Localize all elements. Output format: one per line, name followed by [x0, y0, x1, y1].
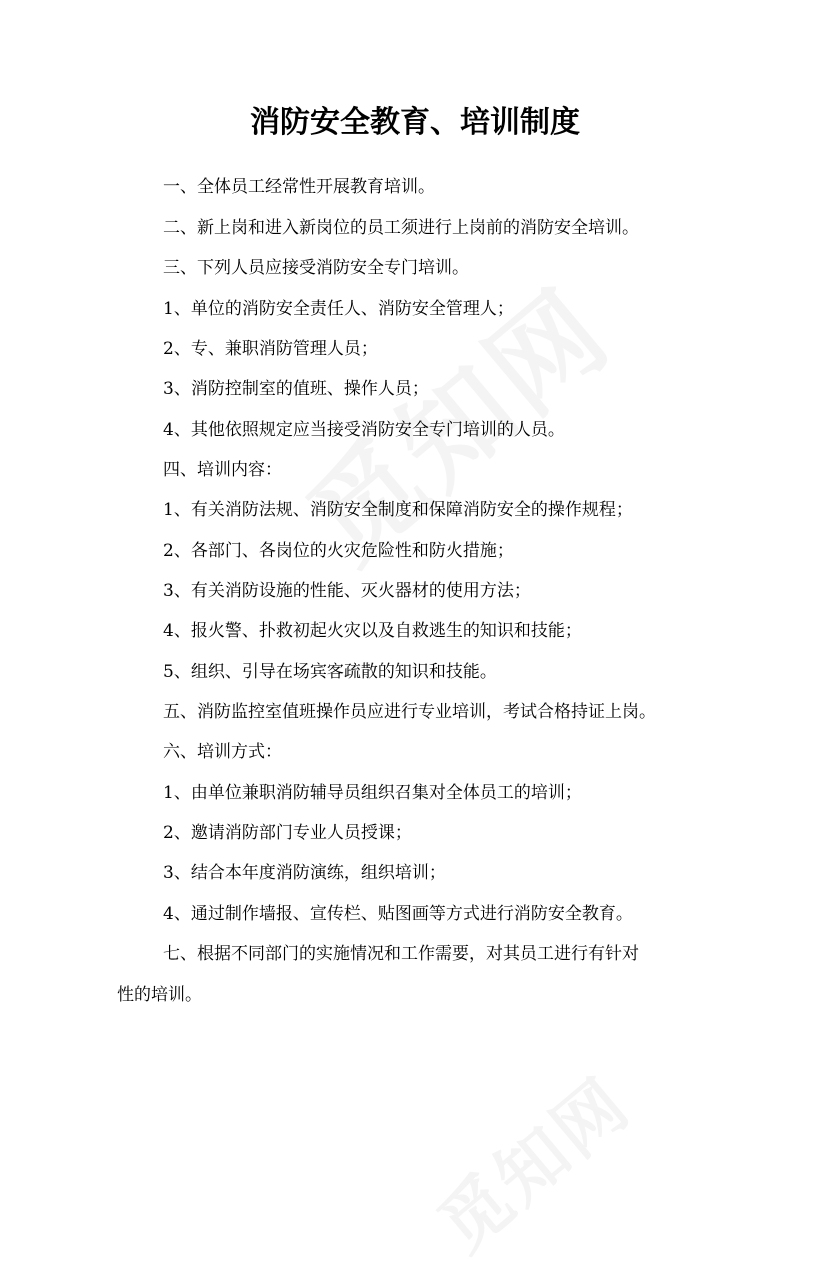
paragraph-5: 五、消防监控室值班操作员应进行专业培训，考试合格持证上岗。: [163, 702, 656, 722]
list-item: 1、单位的消防安全责任人、消防安全管理人；: [163, 299, 514, 319]
list-item: 3、有关消防设施的性能、灭火器材的使用方法；: [163, 581, 531, 601]
paragraph-3: 三、下列人员应接受消防安全专门培训。: [163, 258, 469, 278]
list-item: 2、邀请消防部门专业人员授课；: [163, 823, 412, 843]
list-item: 1、由单位兼职消防辅导员组织召集对全体员工的培训；: [163, 783, 582, 803]
paragraph-1: 一、全体员工经常性开展教育培训。: [163, 177, 435, 197]
watermark-bottom: [414, 1050, 649, 1270]
paragraph-4: 四、培训内容：: [163, 460, 282, 480]
list-item: 1、有关消防法规、消防安全制度和保障消防安全的操作规程；: [163, 500, 633, 520]
list-item: 4、报火警、扑救初起火灾以及自救逃生的知识和技能；: [163, 621, 582, 641]
list-item: 2、专、兼职消防管理人员；: [163, 339, 378, 359]
paragraph-6: 六、培训方式：: [163, 742, 282, 762]
list-item: 4、其他依照规定应当接受消防安全专门培训的人员。: [163, 420, 565, 440]
paragraph-2: 二、新上岗和进入新岗位的员工须进行上岗前的消防安全培训。: [163, 218, 639, 238]
paragraph-7-continued: 性的培训。: [117, 985, 202, 1005]
list-item: 2、各部门、各岗位的火灾危险性和防火措施；: [163, 541, 514, 561]
list-item: 3、消防控制室的值班、操作人员；: [163, 379, 429, 399]
document-title: 消防安全教育、培训制度: [250, 105, 580, 140]
paragraph-7: 七、根据不同部门的实施情况和工作需要，对其员工进行有针对: [163, 944, 639, 964]
list-item: 3、结合本年度消防演练，组织培训；: [163, 863, 446, 883]
list-item: 4、通过制作墙报、宣传栏、贴图画等方式进行消防安全教育。: [163, 904, 633, 924]
list-item: 5、组织、引导在场宾客疏散的知识和技能。: [163, 662, 497, 682]
